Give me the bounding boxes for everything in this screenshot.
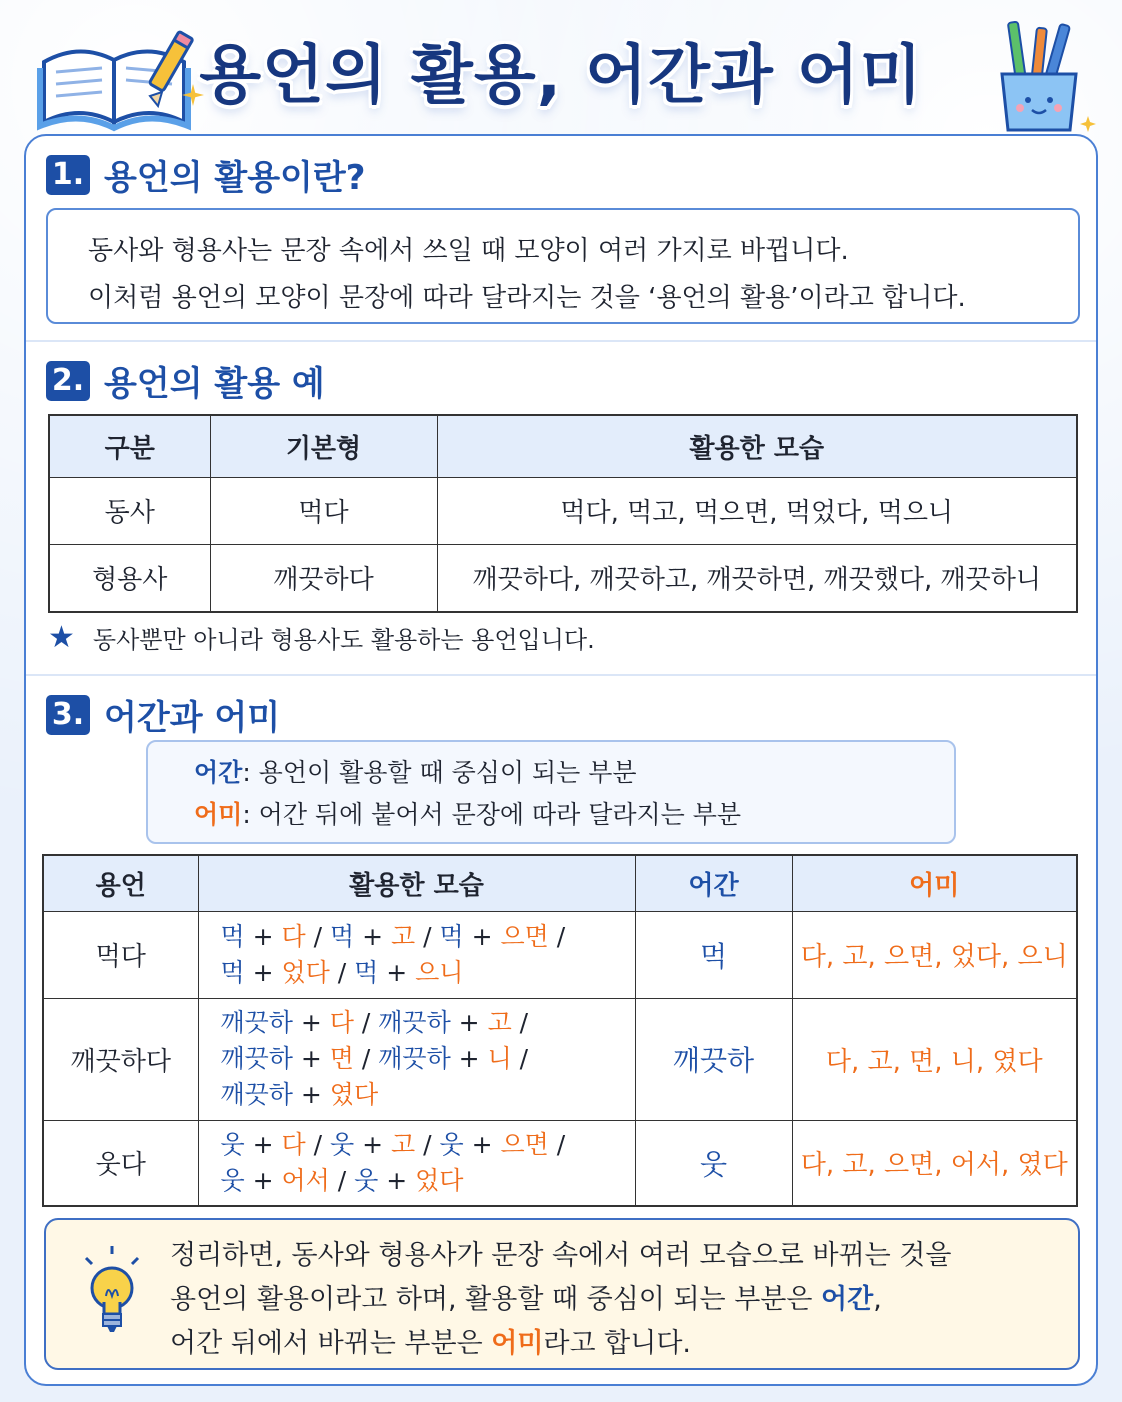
- plus-sign: +: [450, 1044, 488, 1073]
- table-header-row: [43, 855, 1077, 911]
- section-3-title: 어간과 어미: [104, 698, 281, 738]
- stem-cell: 웃: [635, 1120, 792, 1206]
- pencil-cup-icon: [990, 18, 1100, 136]
- ending-part: 고: [487, 1008, 512, 1037]
- stem-part: 웃: [354, 1165, 379, 1195]
- table-cell: 동사: [49, 477, 210, 544]
- stem-part: 먹: [220, 957, 245, 987]
- table-header: 용언: [43, 855, 198, 911]
- separator: /: [329, 1165, 355, 1195]
- table-cell: 깨끗하다, 깨끗하고, 깨끗하면, 깨끗했다, 깨끗하니: [437, 544, 1077, 612]
- note: [48, 620, 595, 655]
- definition-box: [146, 740, 956, 844]
- ending-term: 어미: [194, 800, 243, 829]
- stem-part: 먹: [220, 921, 245, 951]
- ending-part: 었다: [281, 957, 330, 987]
- plus-sign: +: [244, 957, 282, 987]
- stem-part: 웃: [220, 1165, 245, 1195]
- ending-part: 였다: [329, 1080, 379, 1109]
- ending-cell: 다, 고, 으면, 었다, 으니: [792, 911, 1077, 998]
- stem-ending-table: [42, 854, 1078, 1207]
- verb-cell: 깨끗하다: [43, 998, 198, 1120]
- separator: /: [511, 1044, 529, 1073]
- separator: /: [353, 1008, 379, 1037]
- stem-part: 먹: [329, 921, 355, 951]
- section-2-number: 2.: [46, 361, 90, 401]
- table-cell: 먹다, 먹고, 먹으면, 먹었다, 먹으니: [437, 477, 1077, 544]
- form-line: [221, 1127, 613, 1163]
- table-header: 구분: [49, 415, 210, 477]
- stem-term: 어간: [194, 758, 243, 787]
- plus-sign: +: [244, 1165, 282, 1195]
- ending-definition-text: : 어간 뒤에 붙어서 문장에 따라 달라지는 부분: [242, 800, 742, 829]
- ending-cell: 다, 고, 면, 니, 였다: [792, 998, 1077, 1120]
- intro-line-1: 동사와 형용사는 문장 속에서 쓰일 때 모양이 여러 가지로 바뀝니다.: [88, 236, 849, 266]
- summary-line-2: [170, 1278, 1048, 1322]
- summary-line-1: 정리하면, 동사와 형용사가 문장 속에서 여러 모습으로 바뀌는 것을: [170, 1240, 952, 1271]
- section-3-header: [46, 690, 280, 739]
- stem-part: 웃: [220, 1129, 245, 1159]
- form-line: [221, 1005, 613, 1041]
- ending-part: 으면: [500, 1129, 549, 1159]
- table-row: [43, 911, 1077, 998]
- separator: /: [548, 1129, 566, 1159]
- form-line: [221, 1077, 613, 1113]
- stem-part: 웃: [329, 1129, 355, 1159]
- separator: /: [511, 1008, 529, 1037]
- page-title: 용언의 활용, 어간과 어미: [199, 39, 923, 113]
- table-row: [49, 544, 1077, 612]
- table-header: 기본형: [210, 415, 437, 477]
- summary-text: 어간 뒤에서 바뀌는 부분은: [170, 1328, 492, 1359]
- ending-part: 으면: [500, 921, 549, 951]
- verb-cell: 먹다: [43, 911, 198, 998]
- section-1-title: 용언의 활용이란?: [104, 158, 366, 198]
- stem-cell: 깨끗하: [635, 998, 792, 1120]
- summary-box: [44, 1218, 1080, 1370]
- light-bulb-icon: [82, 1244, 142, 1340]
- plus-sign: +: [450, 1008, 488, 1037]
- separator: /: [415, 921, 440, 951]
- summary-text: 라고 합니다.: [543, 1328, 691, 1359]
- ending-part: 다: [281, 1129, 306, 1159]
- ending-part: 면: [329, 1044, 354, 1073]
- stem-part: 깨끗하: [220, 1080, 293, 1109]
- plus-sign: +: [378, 957, 416, 987]
- header: [0, 0, 1122, 130]
- ending-part: 었다: [415, 1165, 464, 1195]
- stem-part: 깨끗하: [220, 1008, 293, 1037]
- separator: /: [329, 957, 355, 987]
- section-1-number: 1.: [46, 155, 90, 195]
- plus-sign: +: [354, 921, 391, 951]
- forms-cell: [198, 911, 635, 998]
- intro-box: [46, 208, 1080, 324]
- plus-sign: +: [292, 1080, 330, 1109]
- table-row: [43, 998, 1077, 1120]
- stem-definition: [194, 752, 908, 794]
- ending-cell: 다, 고, 으면, 어서, 였다: [792, 1120, 1077, 1206]
- stem-part: 먹: [439, 921, 464, 951]
- summary-ending-term: 어미: [491, 1328, 544, 1359]
- section-2-title: 용언의 활용 예: [104, 364, 325, 404]
- summary-stem-term: 어간: [821, 1284, 874, 1315]
- stem-part: 먹: [354, 957, 379, 987]
- forms-cell: [198, 1120, 635, 1206]
- section-2-header: [46, 356, 325, 405]
- separator: /: [548, 921, 566, 951]
- stem-cell: 먹: [635, 911, 792, 998]
- divider: [26, 674, 1096, 676]
- ending-part: 고: [390, 921, 416, 951]
- table-cell: 형용사: [49, 544, 210, 612]
- stem-part: 깨끗하: [378, 1044, 451, 1073]
- separator: /: [305, 921, 330, 951]
- ending-definition: [194, 794, 908, 836]
- ending-part: 다: [329, 1008, 354, 1037]
- form-line: [221, 1041, 613, 1077]
- table-header-row: [49, 415, 1077, 477]
- stem-part: 깨끗하: [378, 1008, 451, 1037]
- form-line: [221, 955, 613, 991]
- plus-sign: +: [244, 921, 282, 951]
- plus-sign: +: [244, 1129, 282, 1159]
- form-line: [221, 919, 613, 955]
- summary-line-3: [170, 1322, 1048, 1366]
- ending-part: 어서: [281, 1165, 330, 1195]
- ending-part: 고: [390, 1129, 416, 1159]
- conjugation-example-table: [48, 414, 1078, 613]
- stem-part: 깨끗하: [220, 1044, 293, 1073]
- table-row: [49, 477, 1077, 544]
- table-header: 활용한 모습: [437, 415, 1077, 477]
- ending-part: 다: [281, 921, 306, 951]
- summary-text: ,: [873, 1284, 882, 1315]
- table-cell: 깨끗하다: [210, 544, 437, 612]
- verb-cell: 웃다: [43, 1120, 198, 1206]
- note-text: 동사뿐만 아니라 형용사도 활용하는 용언입니다.: [92, 626, 595, 654]
- stem-definition-text: : 용언이 활용할 때 중심이 되는 부분: [242, 758, 637, 787]
- plus-sign: +: [378, 1165, 416, 1195]
- form-line: [221, 1163, 613, 1199]
- table-header: 활용한 모습: [198, 855, 635, 911]
- plus-sign: +: [463, 921, 501, 951]
- separator: /: [415, 1129, 440, 1159]
- separator: /: [353, 1044, 379, 1073]
- plus-sign: +: [463, 1129, 501, 1159]
- intro-line-2: 이처럼 용언의 모양이 문장에 따라 달라지는 것을 ‘용언의 활용’이라고 합니다.: [88, 283, 966, 313]
- section-1-header: [46, 150, 365, 199]
- plus-sign: +: [292, 1044, 330, 1073]
- separator: /: [305, 1129, 330, 1159]
- ending-part: 니: [487, 1044, 512, 1073]
- ending-part: 으니: [415, 957, 464, 987]
- table-header: 어미: [792, 855, 1077, 911]
- section-3-number: 3.: [46, 695, 90, 735]
- table-cell: 먹다: [210, 477, 437, 544]
- content-panel: [24, 134, 1098, 1386]
- summary-text: 용언의 활용이라고 하며, 활용할 때 중심이 되는 부분은: [170, 1284, 822, 1315]
- stem-part: 웃: [439, 1129, 464, 1159]
- table-header: 어간: [635, 855, 792, 911]
- divider: [26, 340, 1096, 342]
- forms-cell: [198, 998, 635, 1120]
- plus-sign: +: [292, 1008, 330, 1037]
- table-row: [43, 1120, 1077, 1206]
- star-icon: ★: [48, 620, 75, 655]
- plus-sign: +: [354, 1129, 391, 1159]
